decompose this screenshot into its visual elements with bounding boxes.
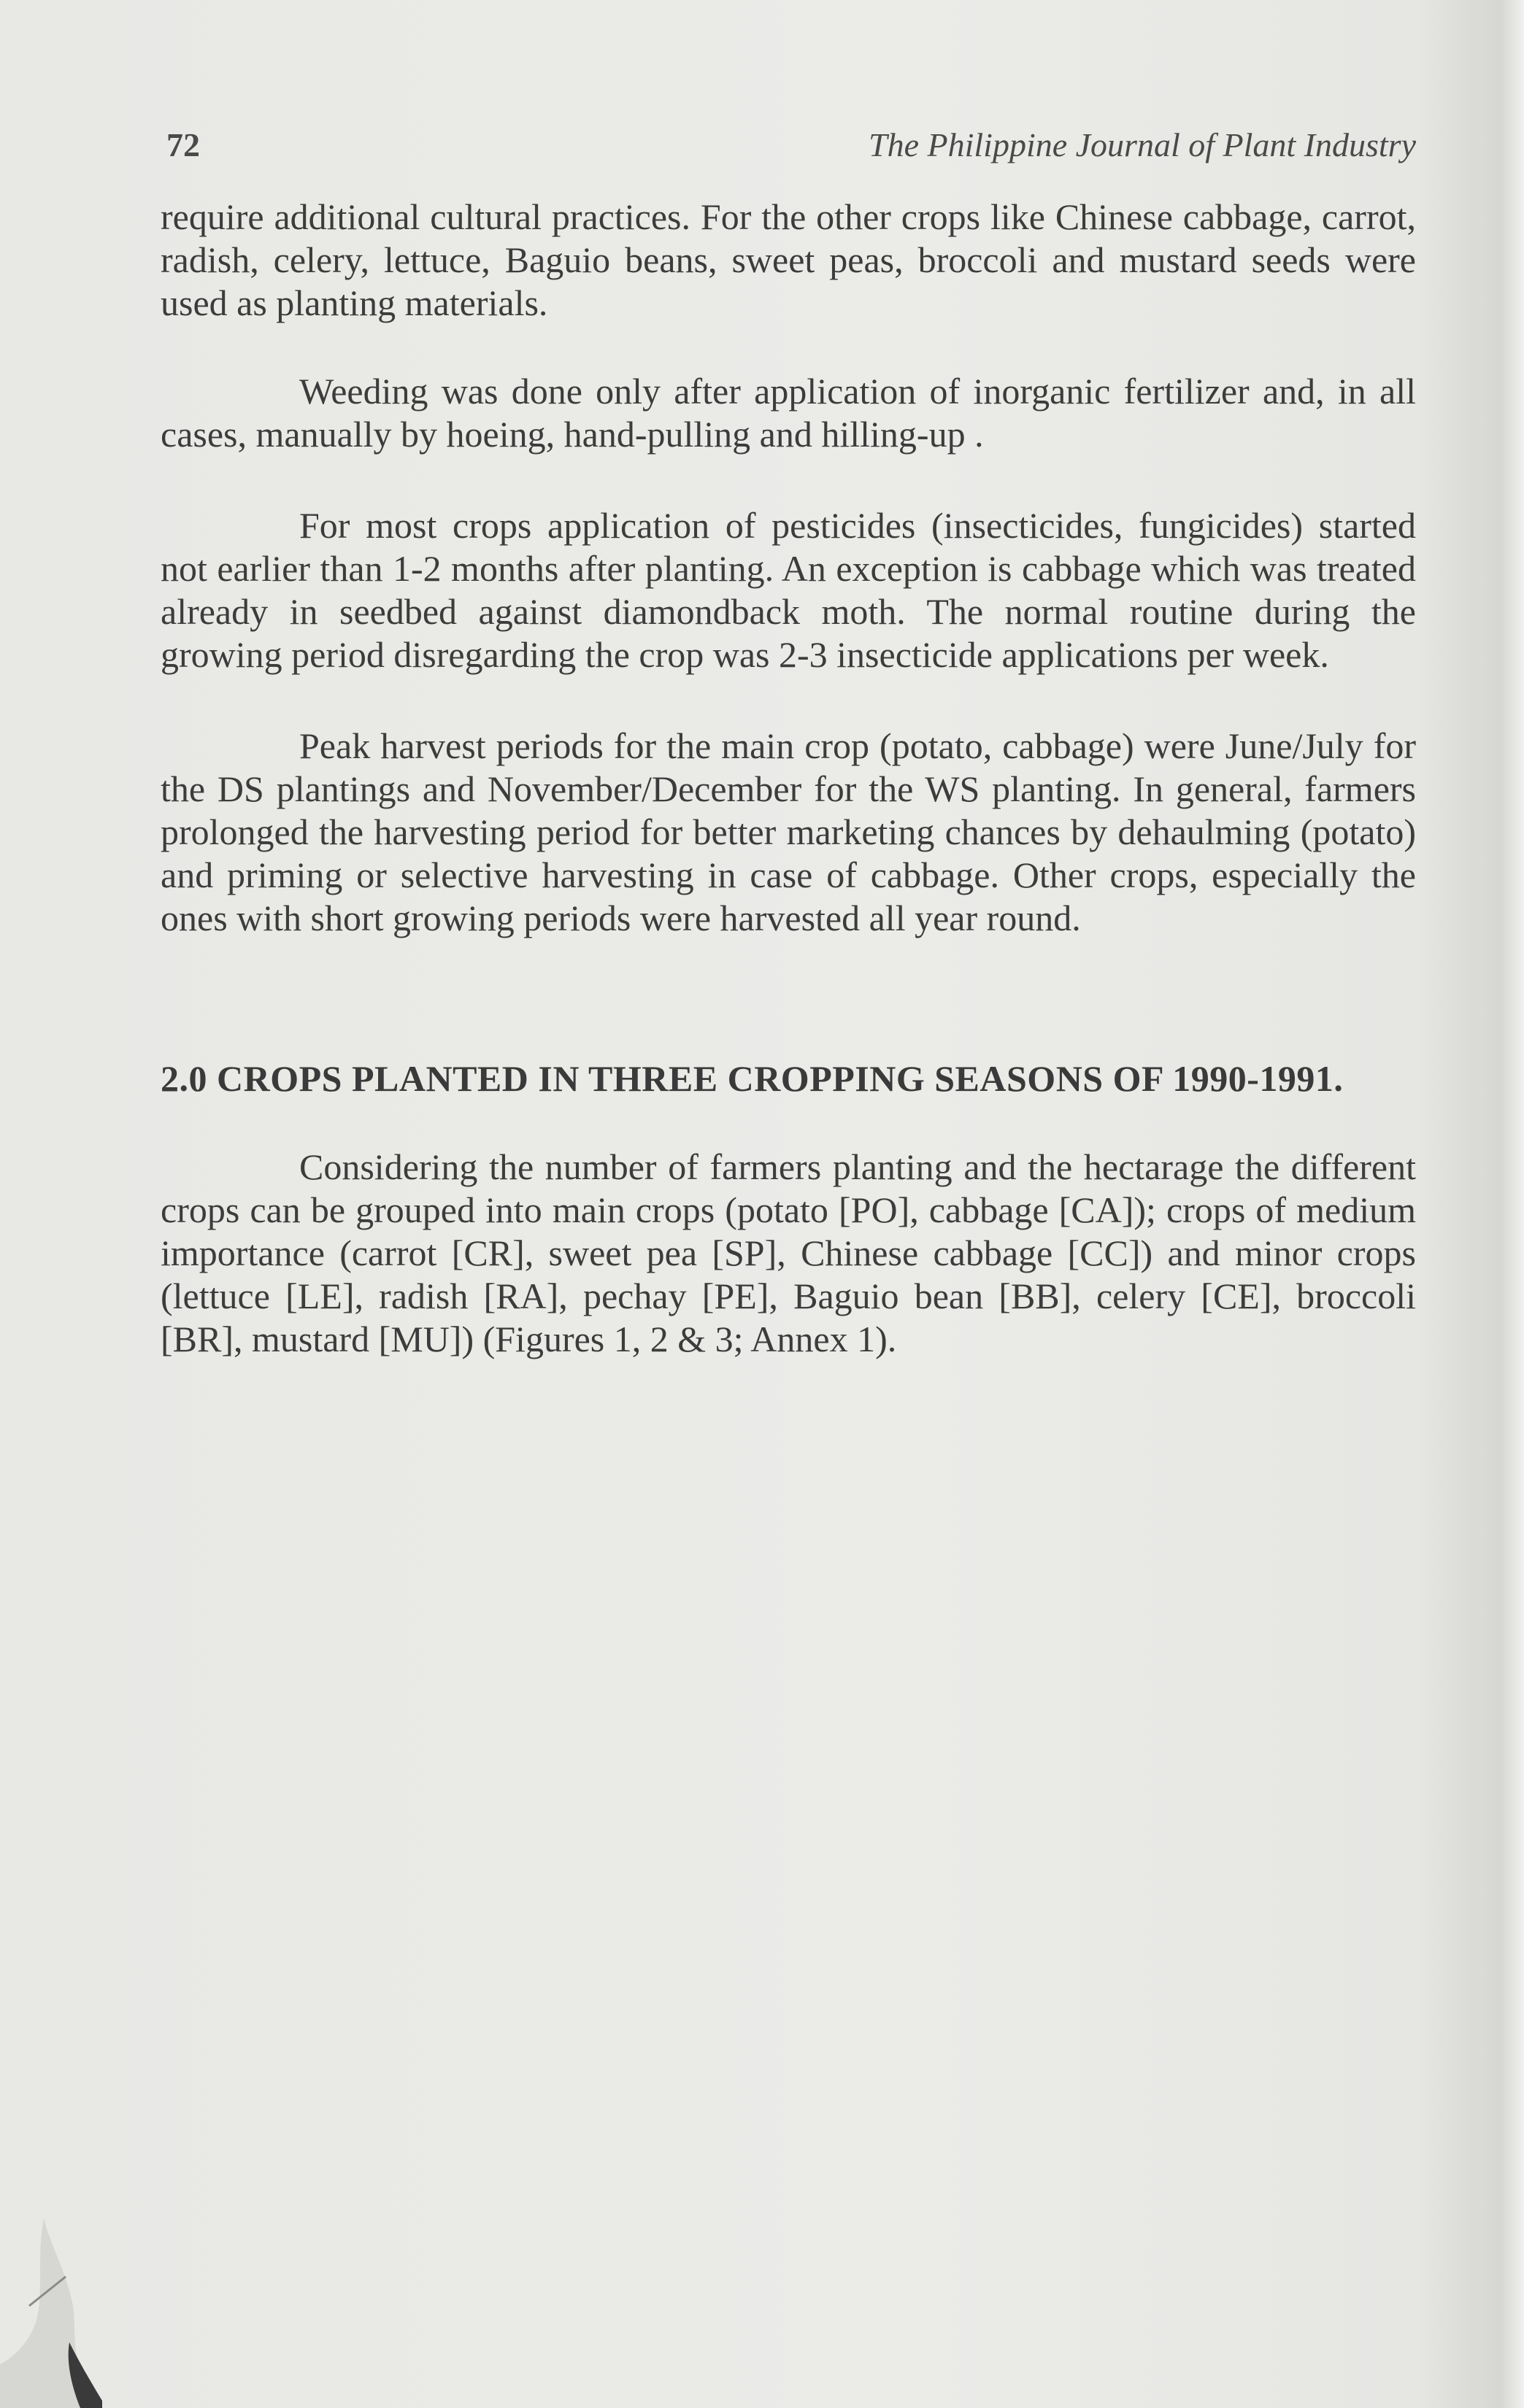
paragraph-weeding: Weeding was done only after application of inorganic fertilizer and, in all cases, manually by hoeing, hand-pulling and hilling-up .: [161, 371, 1416, 455]
paragraph-harvest-periods: Peak harvest periods for the main crop (potato, cabbage) were June/July for the DS plantings and November/December for the WS planting. In general, farmers prolonged the harvesting period for better marketing chances by dehaulming (potato) and priming or selective harvesting in case of cabbage. Other crops, especially the ones with short growing periods were harvested all year round.: [161, 725, 1416, 938]
page-spine-shadow: [1482, 0, 1524, 2408]
page-number: 72: [166, 126, 200, 163]
paragraph-pesticides: For most crops application of pesticides (insecticides, fungicides) started not earlier than 1-2 months after planting. An exception is cabbage which was treated already in seedbed against diamondback moth. The normal routine during the growing period disregarding the crop was 2-3 insecticide applications per week.: [161, 505, 1416, 675]
running-title: The Philippine Journal of Plant Industry: [869, 126, 1416, 163]
page-header: [166, 126, 1416, 177]
paragraph-cultural-practices: require additional cultural practices. For the other crops like Chinese cabbage, carrot, radish, celery, lettuce, Baguio beans, sweet peas, broccoli and mustard seeds were used as planting materials.: [161, 196, 1416, 323]
section-heading: 2.0 CROPS PLANTED IN THREE CROPPING SEASONS OF 1990-1991.: [161, 1058, 1344, 1099]
page-body: [161, 196, 1416, 1361]
page-corner-smudge: [0, 2218, 102, 2408]
paragraph-crop-groups: Considering the number of farmers planting and the hectarage the different crops can be grouped into main crops (potato [PO], cabbage [CA]); crops of medium importance (carrot [CR], sweet pea [SP], Chinese cabbage [CC]) and minor crops (lettuce [LE], radish [RA], pechay [PE], Baguio bean [BB], celery [CE], broccoli [BR], mustard [MU]) (Figures 1, 2 & 3; Annex 1).: [161, 1146, 1416, 1359]
